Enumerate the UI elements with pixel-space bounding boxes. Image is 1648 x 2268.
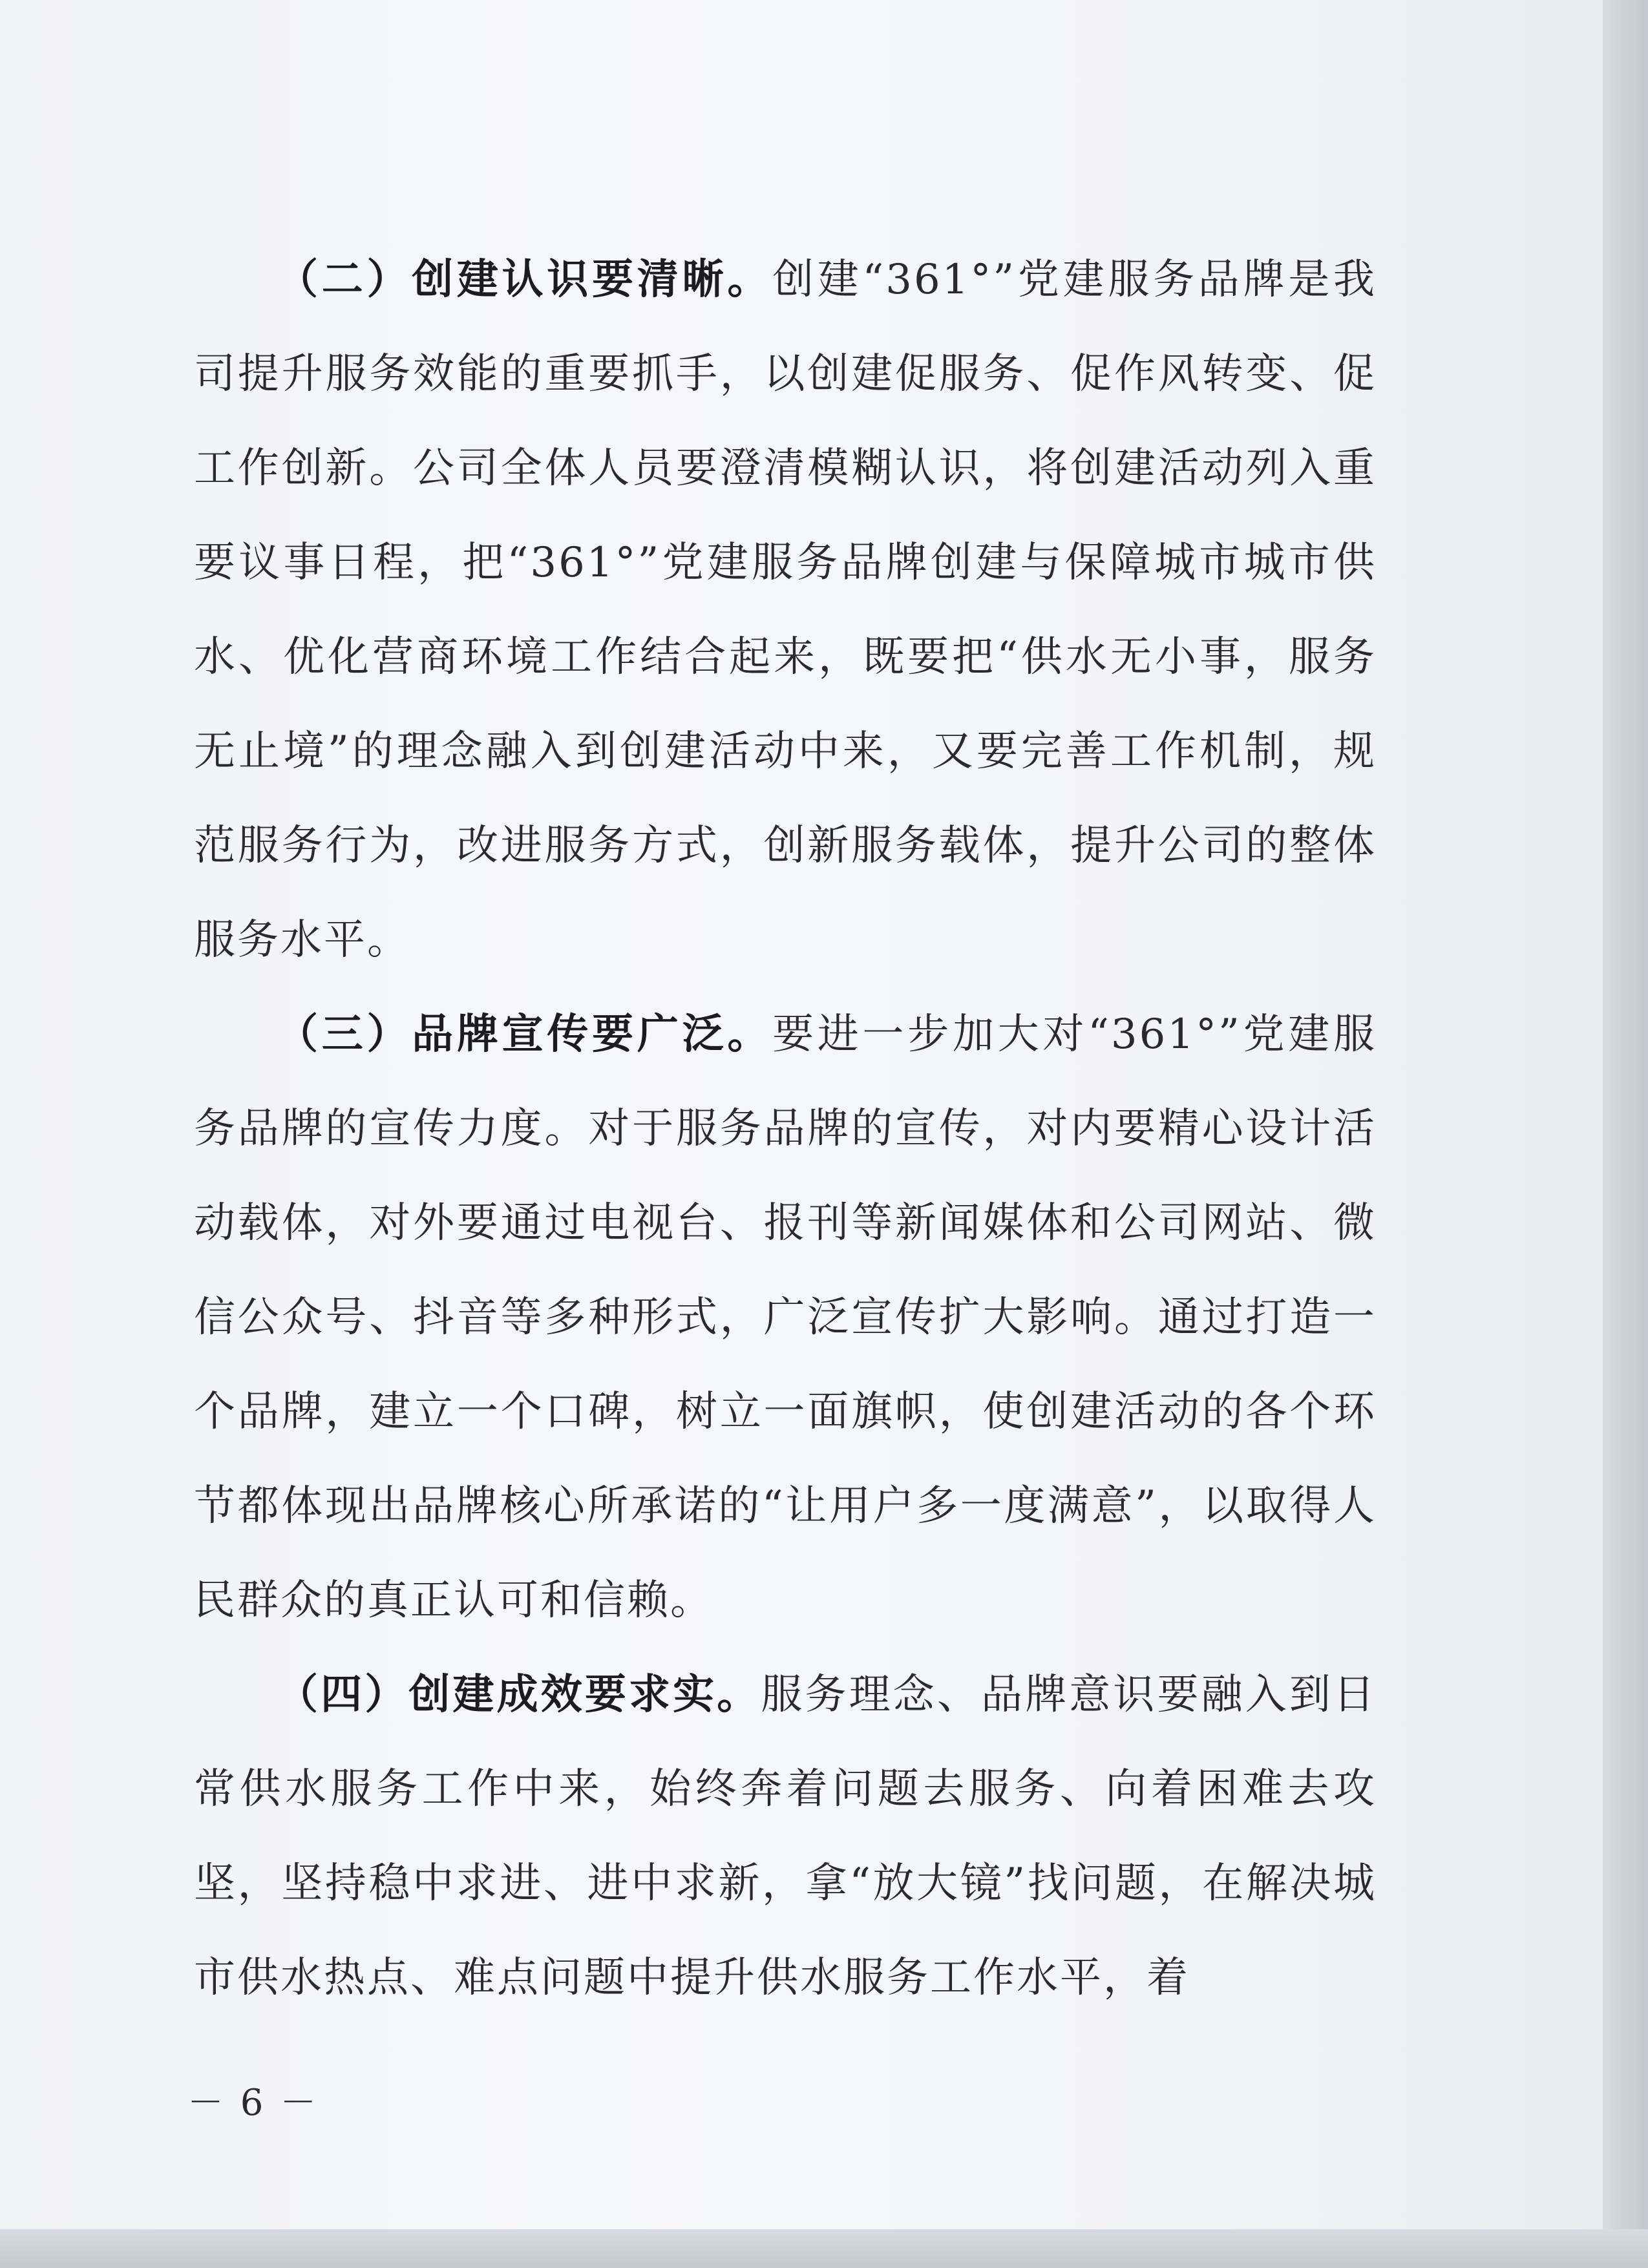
section-heading-2: （二）创建认识要清晰。 bbox=[277, 256, 773, 304]
paragraph-text: 要进一步加大对“361°”党建服务品牌的宣传力度。对于服务品牌的宣传，对内要精心设计活动载体，对外要通过电视台、报刊等新闻媒体和公司网站、微信公众号、抖音等多种形式，广泛宣传扩大影响。通过打造一个品牌，建立一个口碑，树立一面旗帜，使创建活动的各个环节都体现出品牌核心所承诺的“让用户多一度满意”，以取得人民群众的真正认可和信赖。 bbox=[194, 1011, 1377, 1624]
paragraph-text: 服务理念、品牌意识要融入到日常供水服务工作中来，始终奔着问题去服务、向着困难去攻坚，坚持稳中求进、进中求新，拿“放大镜”找问题，在解决城市供水热点、难点问题中提升供水服务工作水平，着 bbox=[194, 1671, 1377, 2002]
section-heading-3: （三）品牌宣传要广泛。 bbox=[277, 1011, 773, 1058]
paragraph-awareness bbox=[194, 233, 1377, 987]
paper-stack-edge-right bbox=[1603, 0, 1648, 2268]
paragraph-publicity bbox=[194, 987, 1377, 1648]
paragraph-results bbox=[194, 1648, 1377, 2025]
document-body bbox=[194, 233, 1377, 2025]
scanner-bed-bottom bbox=[0, 2229, 1648, 2268]
paragraph-text: 创建“361°”党建服务品牌是我司提升服务效能的重要抓手，以创建促服务、促作风转变、促工作创新。公司全体人员要澄清模糊认识，将创建活动列入重要议事日程，把“361°”党建服务品牌创建与保障城市城市供水、优化营商环境工作结合起来，既要把“供水无小事，服务无止境”的理念融入到创建活动中来，又要完善工作机制，规范服务行为，改进服务方式，创新服务载体，提升公司的整体服务水平。 bbox=[194, 256, 1377, 964]
page-number: － 6 － bbox=[187, 2082, 319, 2124]
section-heading-4: （四）创建成效要求实。 bbox=[277, 1671, 761, 1719]
